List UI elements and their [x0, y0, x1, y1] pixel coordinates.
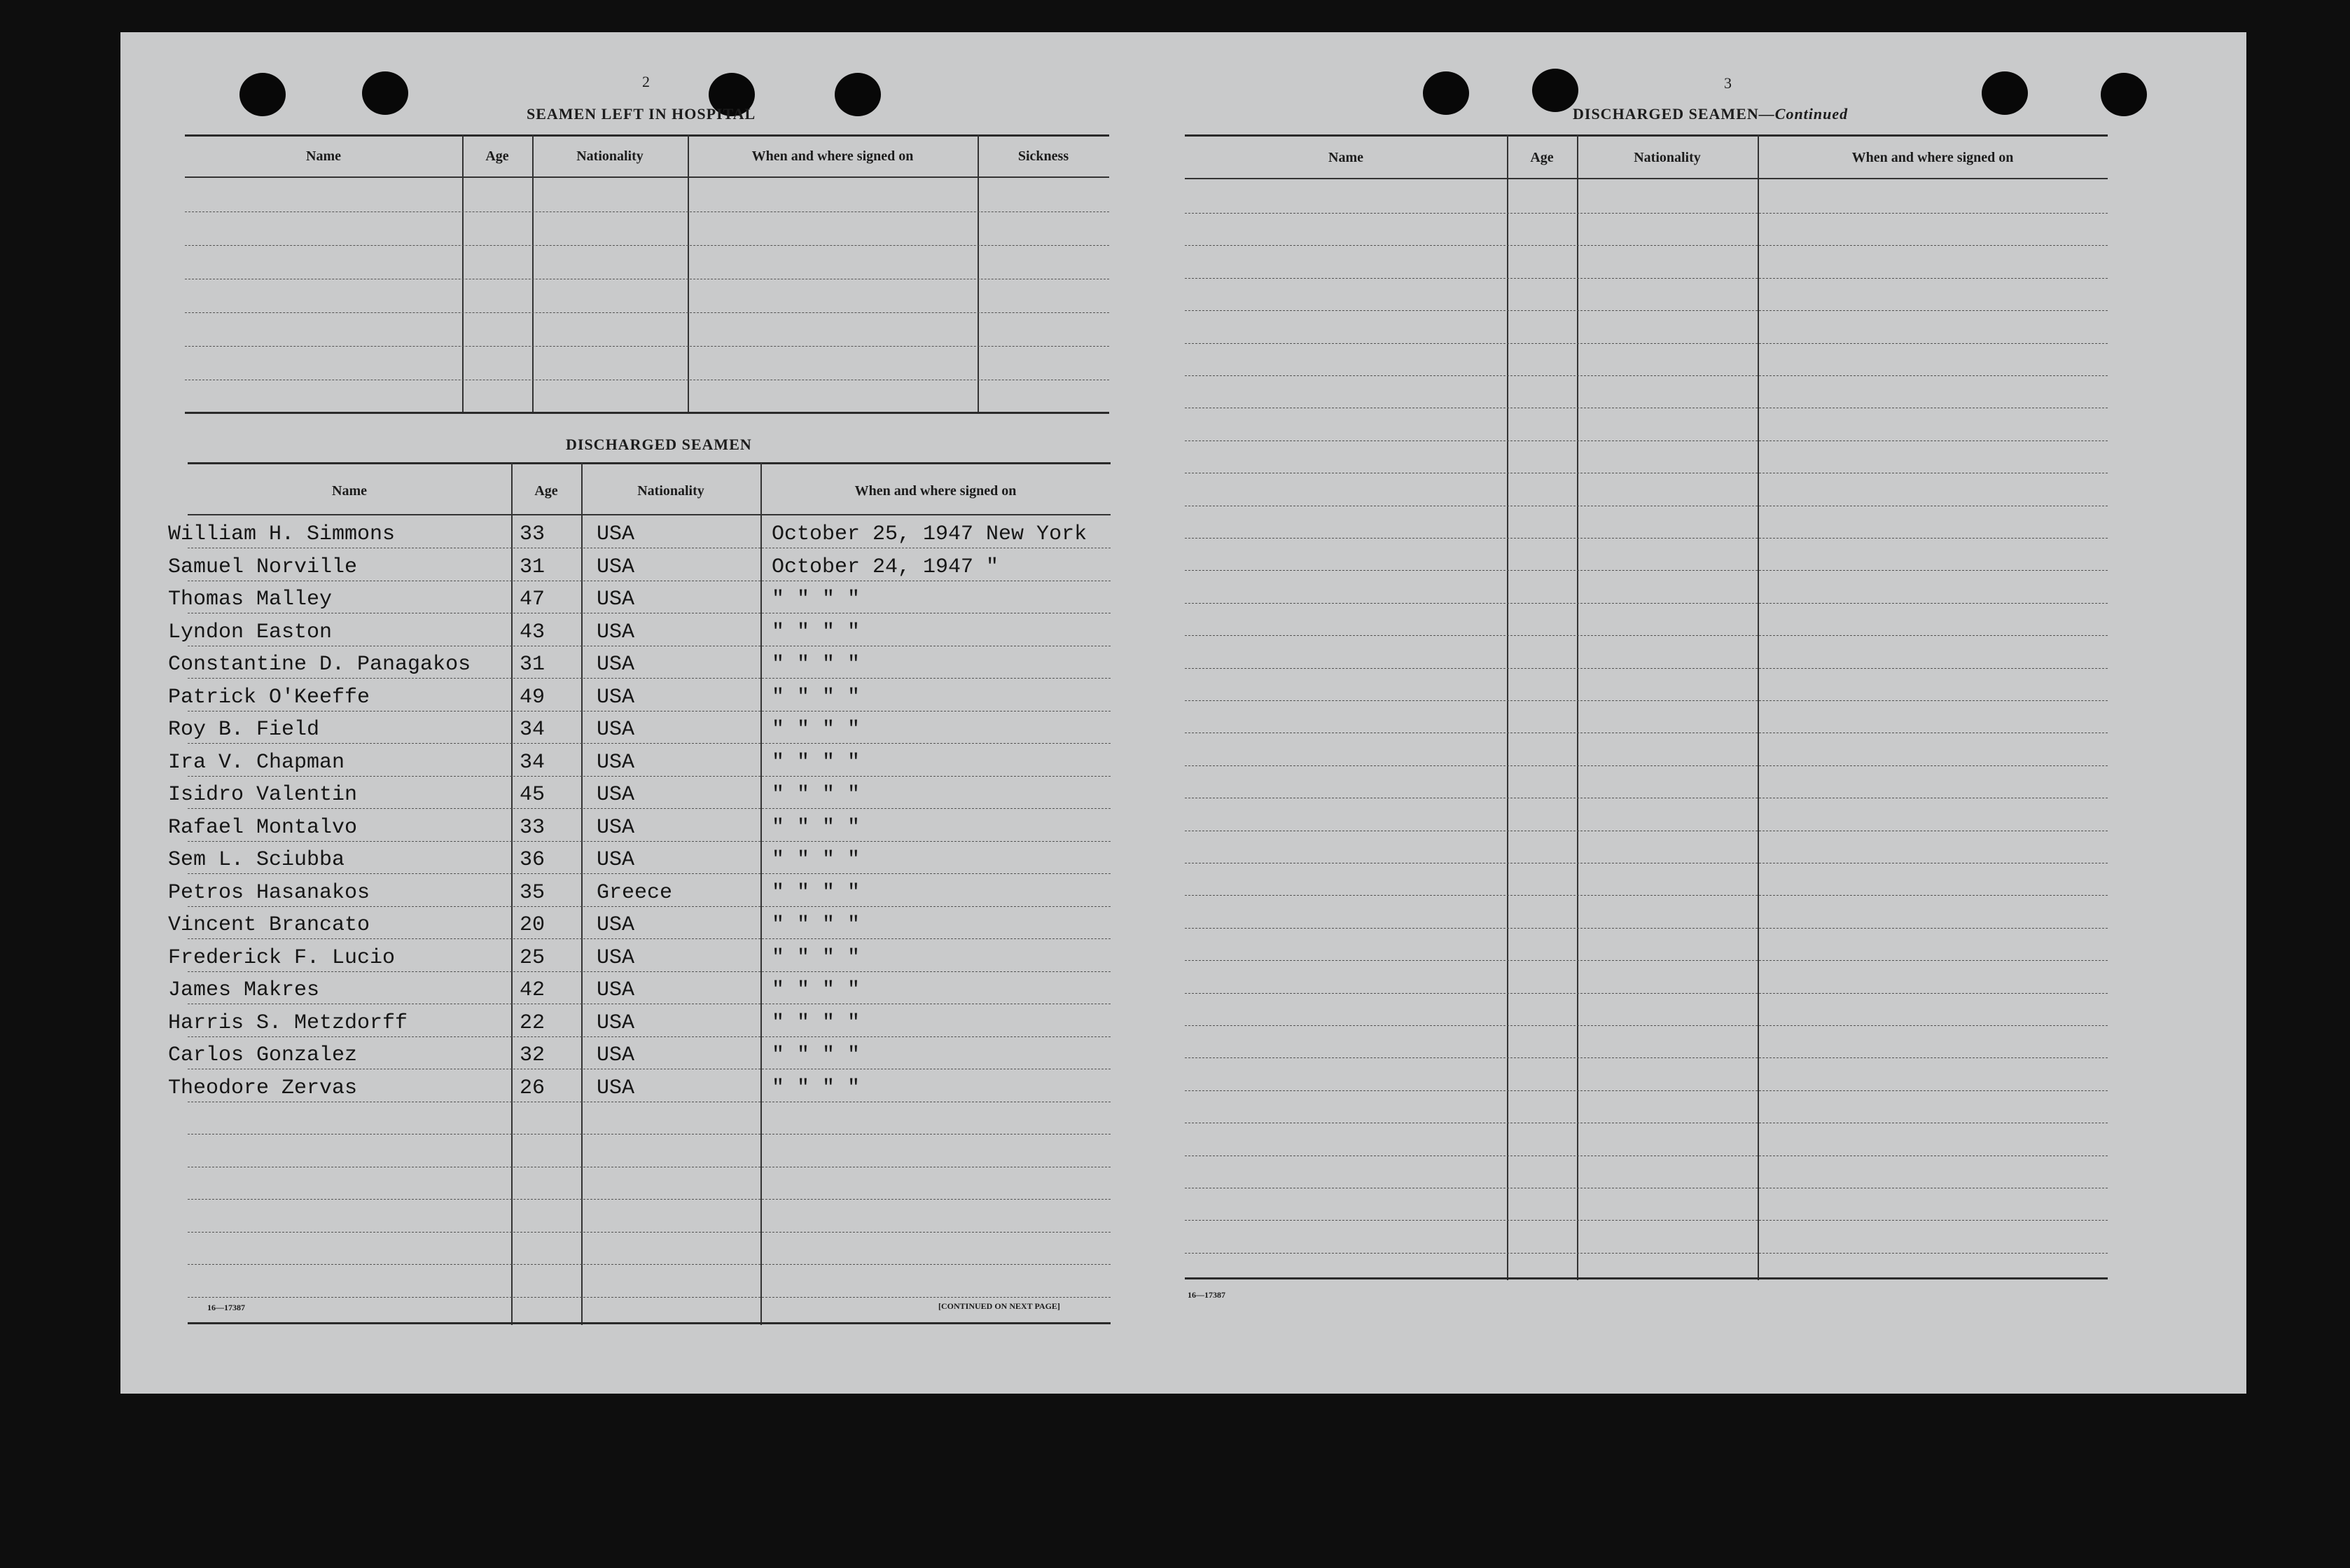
punch-hole [1982, 71, 2028, 115]
hospital-table [185, 134, 1109, 415]
discharged-table [168, 462, 1111, 1325]
seaman-signed-on: " " " " [772, 783, 861, 807]
seaman-signed-on: " " " " [772, 1011, 861, 1035]
seaman-signed-on: " " " " [772, 1076, 861, 1100]
seaman-age: 31 [520, 555, 545, 579]
seaman-signed-on: " " " " [772, 718, 861, 742]
seaman-nationality: USA [597, 945, 635, 970]
seaman-nationality: USA [597, 522, 635, 546]
seaman-nationality: USA [597, 588, 635, 611]
seaman-nationality: USA [597, 555, 635, 579]
seaman-nationality: USA [597, 978, 635, 1002]
seaman-name: Rafael Montalvo [168, 815, 358, 840]
right-page [1185, 32, 2246, 1394]
seaman-age: 49 [520, 685, 545, 709]
seaman-age: 36 [520, 848, 545, 872]
seaman-name: Thomas Malley [168, 588, 333, 611]
seaman-signed-on: October 25, 1947 New York [772, 522, 1087, 546]
seaman-nationality: Greece [597, 880, 673, 905]
seaman-name: Constantine D. Panagakos [168, 653, 471, 677]
left-page [120, 32, 1185, 1394]
seaman-name: James Makres [168, 978, 320, 1002]
seaman-nationality: USA [597, 1043, 635, 1067]
column-header-nationality: Nationality [1634, 150, 1701, 165]
seaman-nationality: USA [597, 848, 635, 872]
seaman-age: 25 [520, 945, 545, 970]
seaman-signed-on: " " " " [772, 750, 861, 775]
seaman-age: 26 [520, 1076, 545, 1100]
seaman-age: 45 [520, 783, 545, 807]
discharged-continued-table [1185, 134, 2108, 1283]
seaman-nationality: USA [597, 718, 635, 742]
punch-hole [2101, 73, 2147, 116]
column-header-age: Age [1530, 150, 1554, 165]
column-header-signed-on: When and where signed on [1851, 150, 2014, 165]
seaman-signed-on: " " " " [772, 945, 861, 970]
seaman-name: Carlos Gonzalez [168, 1043, 358, 1067]
seaman-nationality: USA [597, 1076, 635, 1100]
column-header-signed-on: When and where signed on [854, 483, 1017, 499]
seaman-age: 33 [520, 522, 545, 546]
column-header-name: Name [332, 483, 367, 499]
punch-hole [239, 73, 286, 116]
seaman-signed-on: October 24, 1947 " [772, 555, 999, 579]
hospital-section-title: SEAMEN LEFT IN HOSPITAL [527, 105, 756, 123]
column-header-sickness: Sickness [1017, 148, 1069, 164]
column-header-nationality: Nationality [576, 148, 644, 164]
seaman-name: Harris S. Metzdorff [168, 1011, 408, 1035]
column-header-signed-on: When and where signed on [751, 148, 914, 164]
seaman-name: Roy B. Field [168, 718, 320, 742]
seaman-name: Ira V. Chapman [168, 750, 345, 775]
seaman-age: 43 [520, 620, 545, 644]
seaman-signed-on: " " " " [772, 685, 861, 709]
seaman-nationality: USA [597, 653, 635, 677]
seaman-nationality: USA [597, 750, 635, 775]
seaman-name: Theodore Zervas [168, 1076, 358, 1100]
seaman-name: Lyndon Easton [168, 620, 333, 644]
column-header-nationality: Nationality [637, 483, 704, 499]
seaman-signed-on: " " " " [772, 978, 861, 1002]
document-sheet [120, 32, 2246, 1394]
seaman-nationality: USA [597, 913, 635, 937]
form-number: 16—17387 [207, 1303, 245, 1312]
discharged-section-title: DISCHARGED SEAMEN [566, 436, 752, 453]
seaman-signed-on: " " " " [772, 653, 861, 677]
page-number: 3 [1724, 74, 1732, 92]
seaman-nationality: USA [597, 685, 635, 709]
seaman-age: 42 [520, 978, 545, 1002]
form-number: 16—17387 [1188, 1290, 1225, 1300]
seaman-age: 22 [520, 1011, 545, 1035]
continued-note: [CONTINUED ON NEXT PAGE] [938, 1301, 1060, 1311]
punch-hole [835, 73, 881, 116]
column-header-age: Age [534, 483, 558, 499]
punch-hole [1423, 71, 1469, 115]
seaman-signed-on: " " " " [772, 913, 861, 937]
seaman-age: 33 [520, 815, 545, 840]
seaman-signed-on: " " " " [772, 620, 861, 644]
seaman-signed-on: " " " " [772, 880, 861, 905]
seaman-name: Isidro Valentin [168, 783, 358, 807]
seaman-signed-on: " " " " [772, 815, 861, 840]
punch-hole [1532, 69, 1578, 112]
seaman-age: 47 [520, 588, 545, 611]
seaman-name: Frederick F. Lucio [168, 945, 396, 970]
seaman-age: 20 [520, 913, 545, 937]
page-number: 2 [642, 73, 650, 90]
seaman-nationality: USA [597, 815, 635, 840]
seaman-age: 34 [520, 750, 545, 775]
seaman-name: Vincent Brancato [168, 913, 370, 937]
seaman-age: 34 [520, 718, 545, 742]
column-header-name: Name [306, 148, 341, 164]
seaman-age: 35 [520, 880, 545, 905]
seaman-age: 31 [520, 653, 545, 677]
seaman-name: Samuel Norville [168, 555, 358, 579]
seaman-name: Patrick O'Keeffe [168, 685, 370, 709]
seaman-name: Petros Hasanakos [168, 880, 370, 905]
column-header-age: Age [485, 148, 509, 164]
seaman-nationality: USA [597, 620, 635, 644]
column-header-name: Name [1328, 150, 1363, 165]
seaman-name: Sem L. Sciubba [168, 848, 345, 872]
seaman-nationality: USA [597, 783, 635, 807]
seaman-signed-on: " " " " [772, 848, 861, 872]
punch-hole [362, 71, 408, 115]
seaman-signed-on: " " " " [772, 1043, 861, 1067]
seaman-age: 32 [520, 1043, 545, 1067]
seaman-signed-on: " " " " [772, 588, 861, 611]
seaman-nationality: USA [597, 1011, 635, 1035]
discharged-continued-title: DISCHARGED SEAMEN—Continued [1573, 105, 1849, 123]
seaman-name: William H. Simmons [168, 522, 396, 546]
